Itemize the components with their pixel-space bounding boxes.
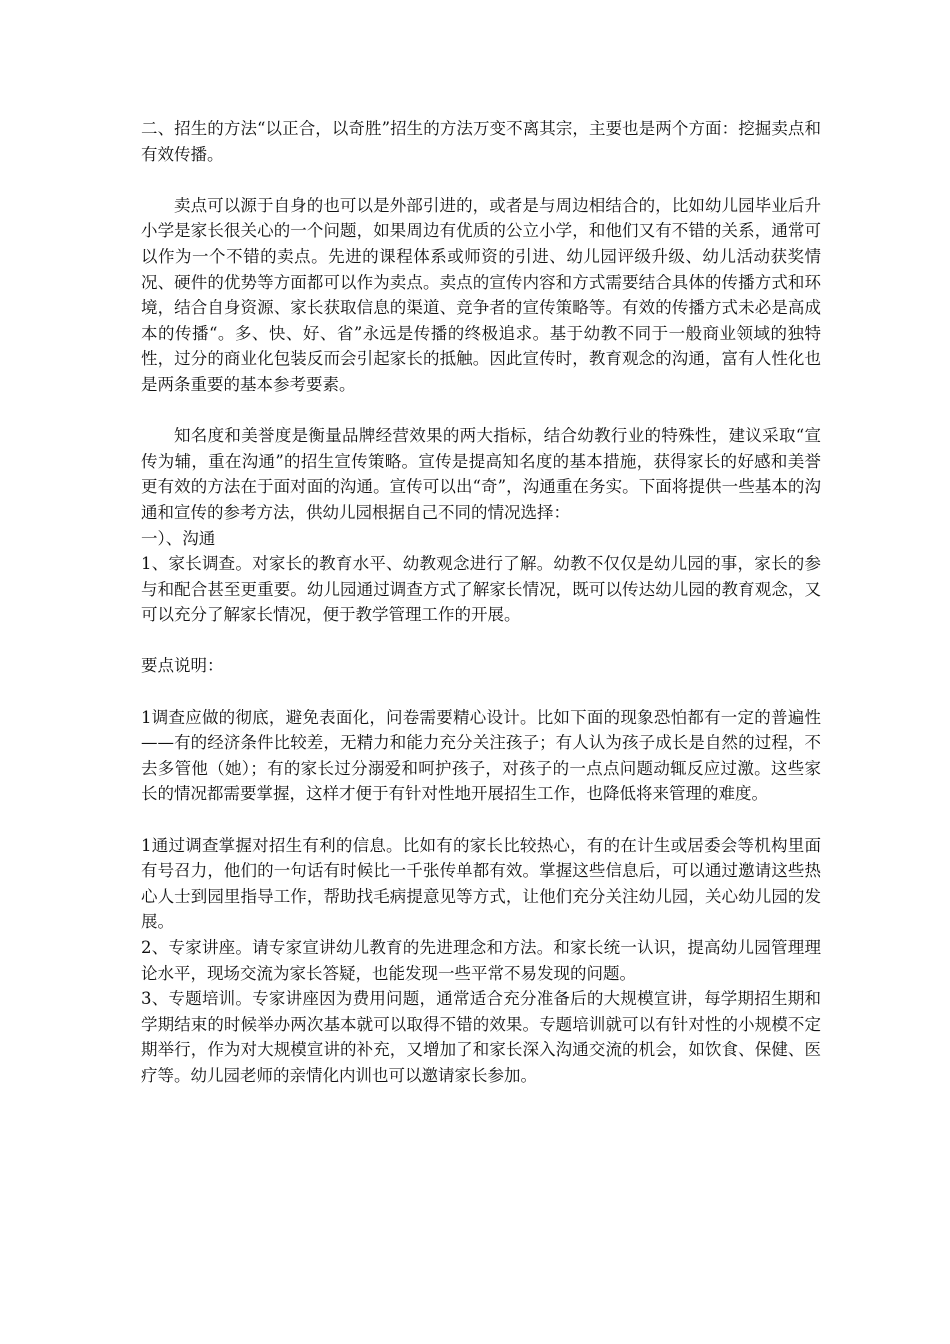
special-training-paragraph: 3、专题培训。专家讲座因为费用问题，通常适合充分准备后的大规模宣讲，每学期招生期和学期结束的时候举办两次基本就可以取得不错的效果。专题培训就可以有针对性的小规模不定期举行，作为对大规模宣讲的补充，又增加了和家长深入沟通交流的机会，如饮食、保健、医疗等。幼儿园老师的亲情化内训也可以邀请家长参加。 xyxy=(141,989,821,1085)
expert-lecture-paragraph: 2、专家讲座。请专家宣讲幼儿教育的先进理念和方法。和家长统一认识，提高幼儿园管理理论水平，现场交流为家长答疑，也能发现一些平常不易发现的问题。 xyxy=(141,938,821,983)
parent-survey-paragraph: 1、家长调查。对家长的教育水平、幼教观念进行了解。幼教不仅仅是幼儿园的事，家长的参与和配合甚至更重要。幼儿园通过调查方式了解家长情况，既可以传达幼儿园的教育观念，又可以充分了解家长情况，便于教学管理工作的开展。 xyxy=(141,554,821,625)
key-point-2-paragraph: 1通过调查掌握对招生有利的信息。比如有的家长比较热心，有的在计生或居委会等机构里面有号召力，他们的一句话有时候比一千张传单都有效。掌握这些信息后，可以通过邀请这些热心人士到园里指导工作，帮助找毛病提意见等方式，让他们充分关注幼儿园，关心幼儿园的发展。 xyxy=(141,835,821,932)
key-point-1-paragraph: 1调查应做的彻底，避免表面化，问卷需要精心设计。比如下面的现象恐怕都有一定的普遍性——有的经济条件比较差，无精力和能力充分关注孩子；有人认为孩子成长是自然的过程，不去多管他（她）；有的家长过分溺爱和呵护孩子，对孩子的一点点问题动辄反应过激。这些家长的情况都需要掌握，这样才便于有针对性地开展招生工作，也降低将来管理的难度。 xyxy=(141,707,821,804)
brand-strategy-paragraph: 知名度和美誉度是衡量品牌经营效果的两大指标，结合幼教行业的特殊性，建议采取“宣传为辅，重在沟通”的招生宣传策略。宣传是提高知名度的基本措施，获得家长的好感和美誉更有效的方法在于面对面的沟通。宣传可以出“奇”，沟通重在务实。下面将提供一些基本的沟通和宣传的参考方法，供幼儿园根据自己不同的情况选择： xyxy=(141,426,821,522)
blank-line xyxy=(141,807,821,833)
selling-point-paragraph: 卖点可以源于自身的也可以是外部引进的，或者是与周边相结合的，比如幼儿园毕业后升小学是家长很关心的一个问题，如果周边有优质的公立小学，和他们又有不错的关系，通常可以作为一个不错的卖点。先进的课程体系或师资的引进、幼儿园评级升级、幼儿活动获奖情况、硬件的优势等方面都可以作为卖点。卖点的宣传内容和方式需要结合具体的传播方式和环境，结合自身资源、家长获取信息的渠道、竞争者的宣传策略等。有效的传播方式未必是高成本的传播“。多、快、好、省”永远是传播的终极追求。基于幼教不同于一般商业领域的独特性，过分的商业化包装反而会引起家长的抵触。因此宣传时，教育观念的沟通，富有人性化也是两条重要的基本参考要素。 xyxy=(141,195,821,394)
blank-line xyxy=(141,167,821,193)
blank-line xyxy=(141,398,821,424)
key-points-heading: 要点说明： xyxy=(141,656,224,676)
document-page xyxy=(141,116,821,1089)
blank-line xyxy=(141,679,821,705)
section-heading-paragraph: 二、招生的方法“以正合，以奇胜”招生的方法万变不离其宗，主要也是两个方面：挖掘卖点和有效传播。 xyxy=(141,119,821,164)
subsection-heading: 一）、沟通 xyxy=(141,528,216,548)
blank-line xyxy=(141,628,821,654)
